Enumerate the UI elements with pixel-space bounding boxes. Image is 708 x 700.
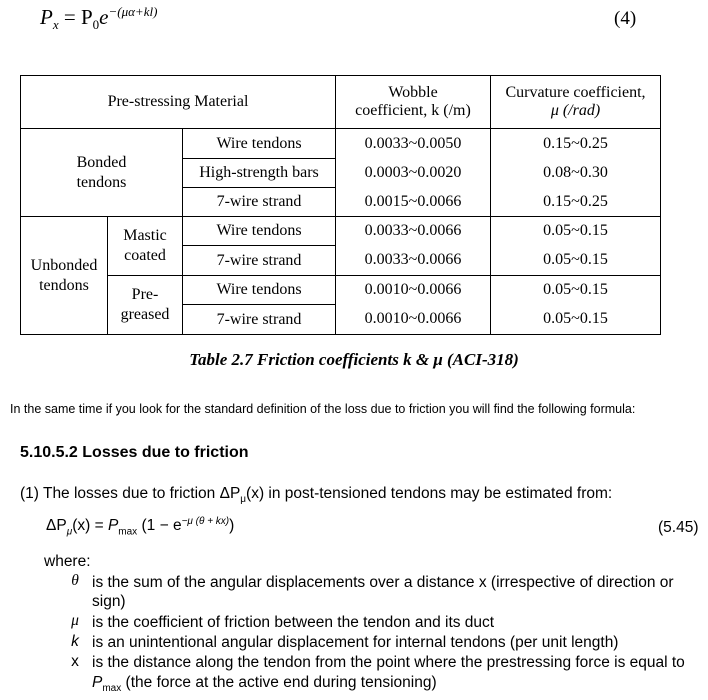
def-text-mu: is the coefficient of friction between the tendon and its duct xyxy=(92,614,495,631)
def-text-x-continued xyxy=(92,673,702,698)
header-wobble-line2: coefficient, k (/m) xyxy=(355,102,471,119)
def-symbol-x: x xyxy=(71,653,79,670)
cell-type: 7-wire strand xyxy=(183,188,336,217)
cell-mu: 0.05~0.15 xyxy=(491,217,661,246)
clause-1-sub: μ xyxy=(240,494,247,506)
eq545-lhs-sub: μ xyxy=(66,526,73,538)
equation-4 xyxy=(40,4,157,33)
cell-k: 0.0015~0.0066 xyxy=(336,188,491,217)
eq545-pmax: P xyxy=(107,517,119,535)
cell-type: Wire tendons xyxy=(183,217,336,246)
cell-k: 0.0033~0.0050 xyxy=(336,129,491,159)
def-symbol-theta: θ xyxy=(71,572,79,589)
def-symbol-k: k xyxy=(71,633,79,650)
def-text-x: is the distance along the tendon from the point where the prestressing force is equal to xyxy=(92,654,685,671)
header-wobble xyxy=(336,76,491,129)
clause-1-suffix: (x) in post-tensioned tendons may be estimated from: xyxy=(246,485,613,502)
group-bonded: Bonded tendons xyxy=(21,129,183,217)
group-unbonded: Unbonded tendons xyxy=(21,217,108,335)
eq4-exponent: −(μα+kl) xyxy=(108,4,158,19)
header-curvature-line2: μ (/rad) xyxy=(550,102,601,119)
table-row xyxy=(21,217,661,246)
cell-type: Wire tendons xyxy=(183,129,336,159)
cell-mu: 0.08~0.30 xyxy=(491,159,661,188)
header-curvature-line1: Curvature coefficient, xyxy=(505,84,646,101)
header-wobble-line1: Wobble xyxy=(388,84,438,101)
cell-type: 7-wire strand xyxy=(183,246,336,276)
cell-type: 7-wire strand xyxy=(183,305,336,335)
friction-table xyxy=(20,75,661,335)
table-header-row xyxy=(21,76,661,129)
where-label: where: xyxy=(44,553,91,570)
eq4-rhs-sub: 0 xyxy=(92,17,100,33)
equation-4-number: (4) xyxy=(614,8,637,29)
eq4-lhs: P xyxy=(40,5,53,29)
table-row xyxy=(21,276,661,305)
cell-k: 0.0003~0.0020 xyxy=(336,159,491,188)
cell-mu: 0.05~0.15 xyxy=(491,276,661,305)
header-material: Pre-stressing Material xyxy=(21,76,336,129)
group-mastic: Mastic coated xyxy=(108,217,183,276)
eq545-exponent: −μ (θ + kx) xyxy=(181,516,230,527)
def-text-theta: is the sum of the angular displacements over a distance x (irrespective of direction or sign) xyxy=(92,574,674,610)
cell-k: 0.0033~0.0066 xyxy=(336,246,491,276)
cell-type: High-strength bars xyxy=(183,159,336,188)
equation-5-45-number: (5.45) xyxy=(658,519,699,536)
eq545-pmax-sub: max xyxy=(118,526,138,538)
eq4-lhs-sub: x xyxy=(52,17,59,33)
eq545-body: (1 − e xyxy=(137,517,182,535)
header-curvature xyxy=(491,76,661,129)
intro-paragraph: In the same time if you look for the standard definition of the loss due to friction you will find the following formula: xyxy=(10,402,636,416)
cell-k: 0.0033~0.0066 xyxy=(336,217,491,246)
equation-5-45 xyxy=(46,516,234,537)
eq545-lhs: ΔP xyxy=(46,517,67,535)
eq545-close: ) xyxy=(229,517,235,535)
def-pmax: P xyxy=(92,674,103,691)
def-pmax-rest: (the force at the active end during tensioning) xyxy=(121,674,437,691)
table-caption: Table 2.7 Friction coefficients k & μ (ACI-318) xyxy=(189,350,519,369)
cell-k: 0.0010~0.0066 xyxy=(336,305,491,335)
eq4-rhs: = P xyxy=(63,5,93,29)
def-symbol-mu: μ xyxy=(71,612,79,629)
def-text-k: is an unintentional angular displacement for internal tendons (per unit length) xyxy=(92,634,619,651)
eq545-arg: (x) = xyxy=(72,517,108,535)
cell-mu: 0.15~0.25 xyxy=(491,129,661,159)
cell-mu: 0.05~0.15 xyxy=(491,305,661,335)
cell-mu: 0.15~0.25 xyxy=(491,188,661,217)
section-title: 5.10.5.2 Losses due to friction xyxy=(20,444,249,461)
eq4-e: e xyxy=(99,5,109,29)
clause-1 xyxy=(20,485,612,505)
cell-k: 0.0010~0.0066 xyxy=(336,276,491,305)
group-greased: Pre-greased xyxy=(108,276,183,335)
cell-mu: 0.05~0.15 xyxy=(491,246,661,276)
table-row xyxy=(21,129,661,159)
cell-type: Wire tendons xyxy=(183,276,336,305)
clause-1-prefix: (1) The losses due to friction ΔP xyxy=(20,485,241,502)
def-pmax-sub: max xyxy=(102,683,122,695)
